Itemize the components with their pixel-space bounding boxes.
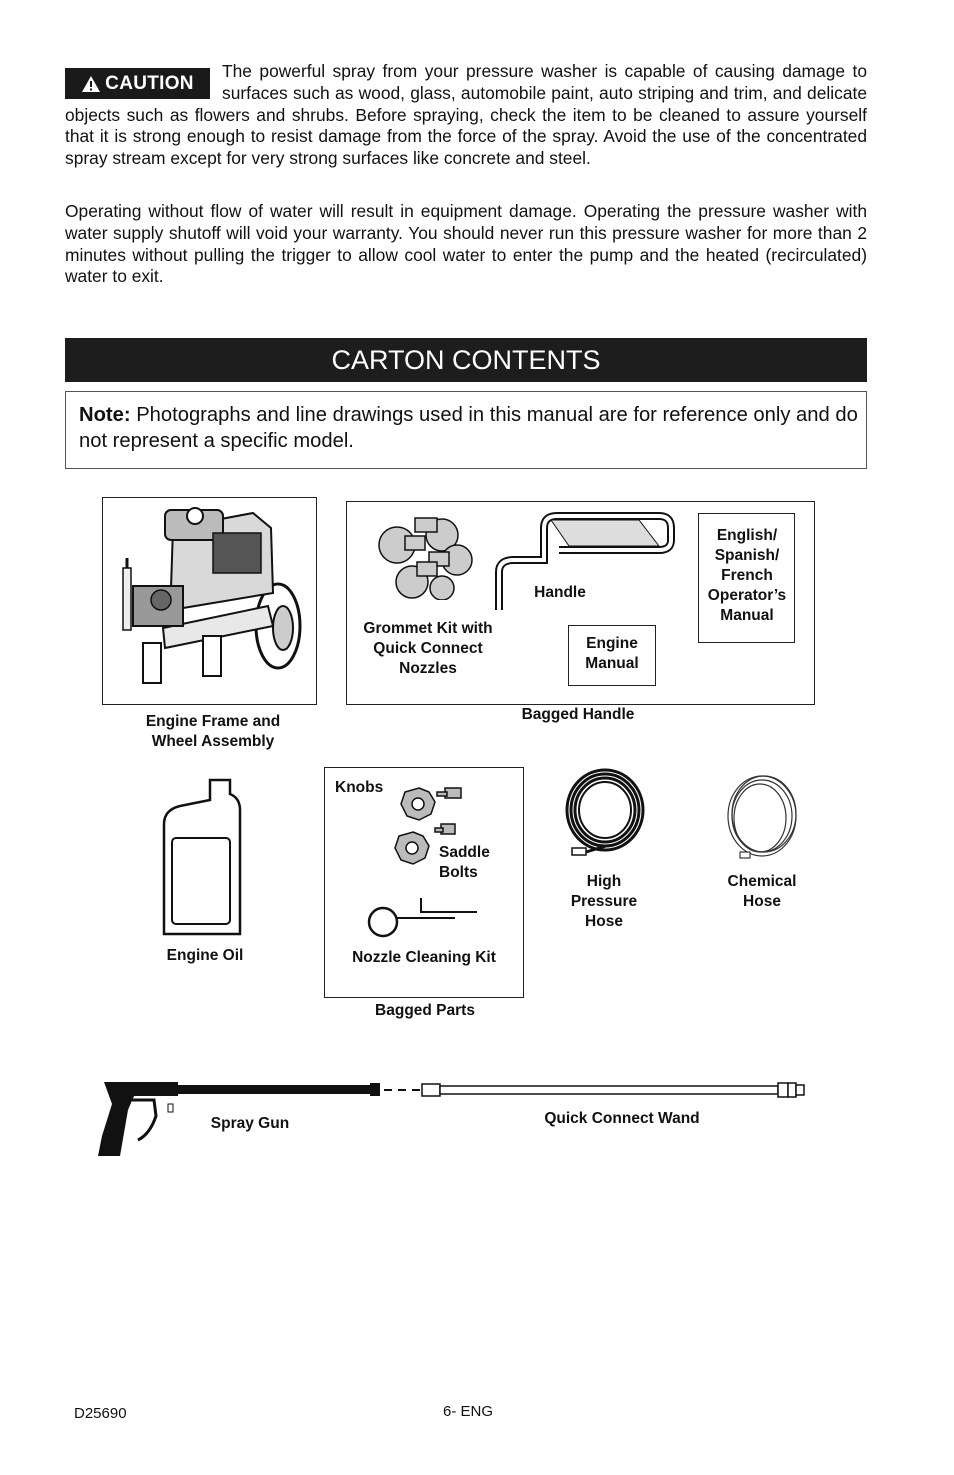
quick-connect-wand-label: Quick Connect Wand: [544, 1110, 700, 1127]
handle-label: Handle: [534, 584, 586, 601]
grommet-kit-label: Grommet Kit with Quick Connect Nozzles: [363, 620, 493, 677]
spray-gun-label: Spray Gun: [210, 1115, 290, 1132]
bagged-parts-label: Bagged Parts: [375, 1002, 475, 1019]
engine-manual-box: [568, 625, 656, 686]
engine-oil-illustration: [160, 776, 242, 938]
water-flow-paragraph: Operating without flow of water will result in equipment damage. Operating the pressure washer with water supply shutoff will void your warranty. You should never run this pressure washer for more than 2 minutes without pulling the trigger to allow cool water to enter the pump and the heated (recirculated) water to exit.: [65, 201, 867, 287]
page-number: 6- ENG: [442, 1403, 493, 1420]
nozzle-cleaning-illustration: [363, 894, 483, 938]
engine-oil-label: Engine Oil: [166, 947, 244, 964]
bagged-handle-box: [346, 501, 815, 705]
chemical-hose-illustration: [720, 772, 804, 868]
chemical-hose-label: Chemical Hose: [727, 873, 797, 910]
high-pressure-hose-label: High Pressure Hose: [570, 873, 638, 930]
badge-spacer: [65, 61, 222, 102]
model-number: D25690: [74, 1405, 127, 1422]
note-box: [65, 391, 867, 469]
caution-paragraph: The powerful spray from your pressure washer is capable of causing damage to surfaces such as wood, glass, automobile paint, auto striping and trim, and delicate objects such as flowers and shrubs. Before spraying, check the item to be cleaned to assure yourself that it is strong enough to resist damage from the force of the spray. Avoid the use of the concentrated spray stream except for very strong surfaces like concrete and steel.: [65, 61, 867, 169]
saddle-bolts-label: Saddle Bolts: [439, 844, 490, 881]
section-title: CARTON CONTENTS: [65, 338, 867, 382]
high-pressure-hose-illustration: [560, 768, 650, 864]
caution-paragraph-container: [65, 61, 867, 170]
bagged-parts-box: [324, 767, 524, 998]
bagged-handle-label: Bagged Handle: [521, 706, 635, 723]
nozzles-illustration: [367, 510, 482, 600]
operators-manual-box: [698, 513, 795, 643]
engine-frame-label: Engine Frame and Wheel Assembly: [145, 713, 281, 750]
operators-manual-label: English/ Spanish/ French Operator’s Manual: [707, 527, 787, 624]
engine-frame-box: [102, 497, 317, 705]
engine-manual-label: Engine Manual: [585, 635, 639, 672]
caution-label: CAUTION: [105, 72, 194, 94]
note-text: Photographs and line drawings used in this manual are for reference only and do not represent a specific model.: [79, 404, 858, 452]
nozzle-cleaning-kit-label: Nozzle Cleaning Kit: [352, 949, 496, 966]
knobs-label: Knobs: [335, 779, 384, 796]
engine-frame-illustration: [103, 498, 316, 704]
note-label: Note:: [79, 404, 131, 426]
